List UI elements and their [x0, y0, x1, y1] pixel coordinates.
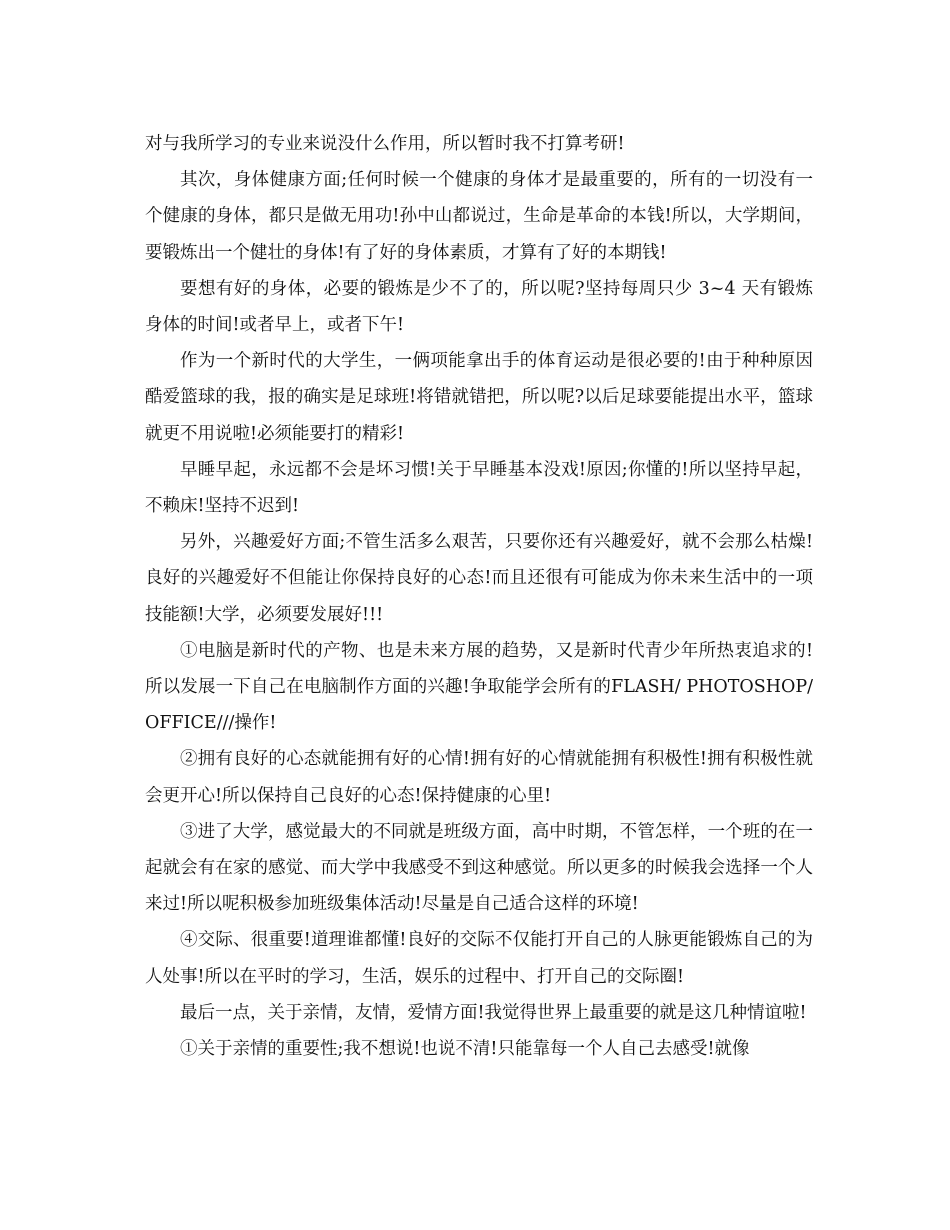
- paragraph: 作为一个新时代的大学生，一俩项能拿出手的体育运动是很必要的!由于种种原因酷爱篮球的我，报的确实是足球班!将错就错把，所以呢?以后足球要能提出水平，篮球就更不用说啦!必须能要打的精彩!: [145, 351, 813, 444]
- paragraph: ①电脑是新时代的产物、也是未来方展的趋势，又是新时代青少年所热衷追求的!所以发展一下自己在电脑制作方面的兴趣!争取能学会所有的FLASH/ PHOTOSHOP/OFFICE///操作!: [145, 640, 813, 734]
- paragraph: 最后一点，关于亲情，友情，爱情方面!我觉得世界上最重要的就是这几种情谊啦!: [180, 1002, 807, 1023]
- document-body: [145, 126, 813, 1067]
- paragraph: ②拥有良好的心态就能拥有好的心情!拥有好的心情就能拥有积极性!拥有积极性就会更开心!所以保持自己良好的心态!保持健康的心里!: [145, 749, 813, 806]
- paragraph: 其次，身体健康方面;任何时候一个健康的身体才是最重要的，所有的一切没有一个健康的身体，都只是做无用功!孙中山都说过，生命是革命的本钱!所以，大学期间，要锻炼出一个健壮的身体!有了好的身体素质，才算有了好的本期钱!: [145, 170, 813, 263]
- paragraph: 要想有好的身体，必要的锻炼是少不了的，所以呢?坚持每周只少 3~4 天有锻炼身体的时间!或者早上，或者下午!: [145, 278, 813, 336]
- paragraph: 早睡早起，永远都不会是坏习惯!关于早睡基本没戏!原因;你懂的!所以坚持早起，不赖床!坚持不迟到!: [145, 459, 813, 517]
- paragraph: ①关于亲情的重要性;我不想说!也说不清!只能靠每一个人自己去感受!就像: [180, 1039, 750, 1060]
- paragraph: ③进了大学，感觉最大的不同就是班级方面，高中时期，不管怎样，一个班的在一起就会有在家的感觉、而大学中我感受不到这种感觉。所以更多的时候我会选择一个人来过!所以呢积极参加班级集体活动!尽量是自己适合这样的环境!: [145, 821, 813, 915]
- paragraph: 另外，兴趣爱好方面;不管生活多么艰苦，只要你还有兴趣爱好，就不会那么枯燥!良好的兴趣爱好不但能让你保持良好的心态!而且还很有可能成为你未来生活中的一项技能额!大学，必须要发展好!!!: [145, 532, 813, 625]
- paragraph: 对与我所学习的专业来说没什么作用，所以暂时我不打算考研!: [145, 134, 625, 154]
- paragraph: ④交际、很重要!道理谁都懂!良好的交际不仅能打开自己的人脉更能锻炼自己的为人处事!所以在平时的学习，生活，娱乐的过程中、打开自己的交际圈!: [145, 930, 813, 987]
